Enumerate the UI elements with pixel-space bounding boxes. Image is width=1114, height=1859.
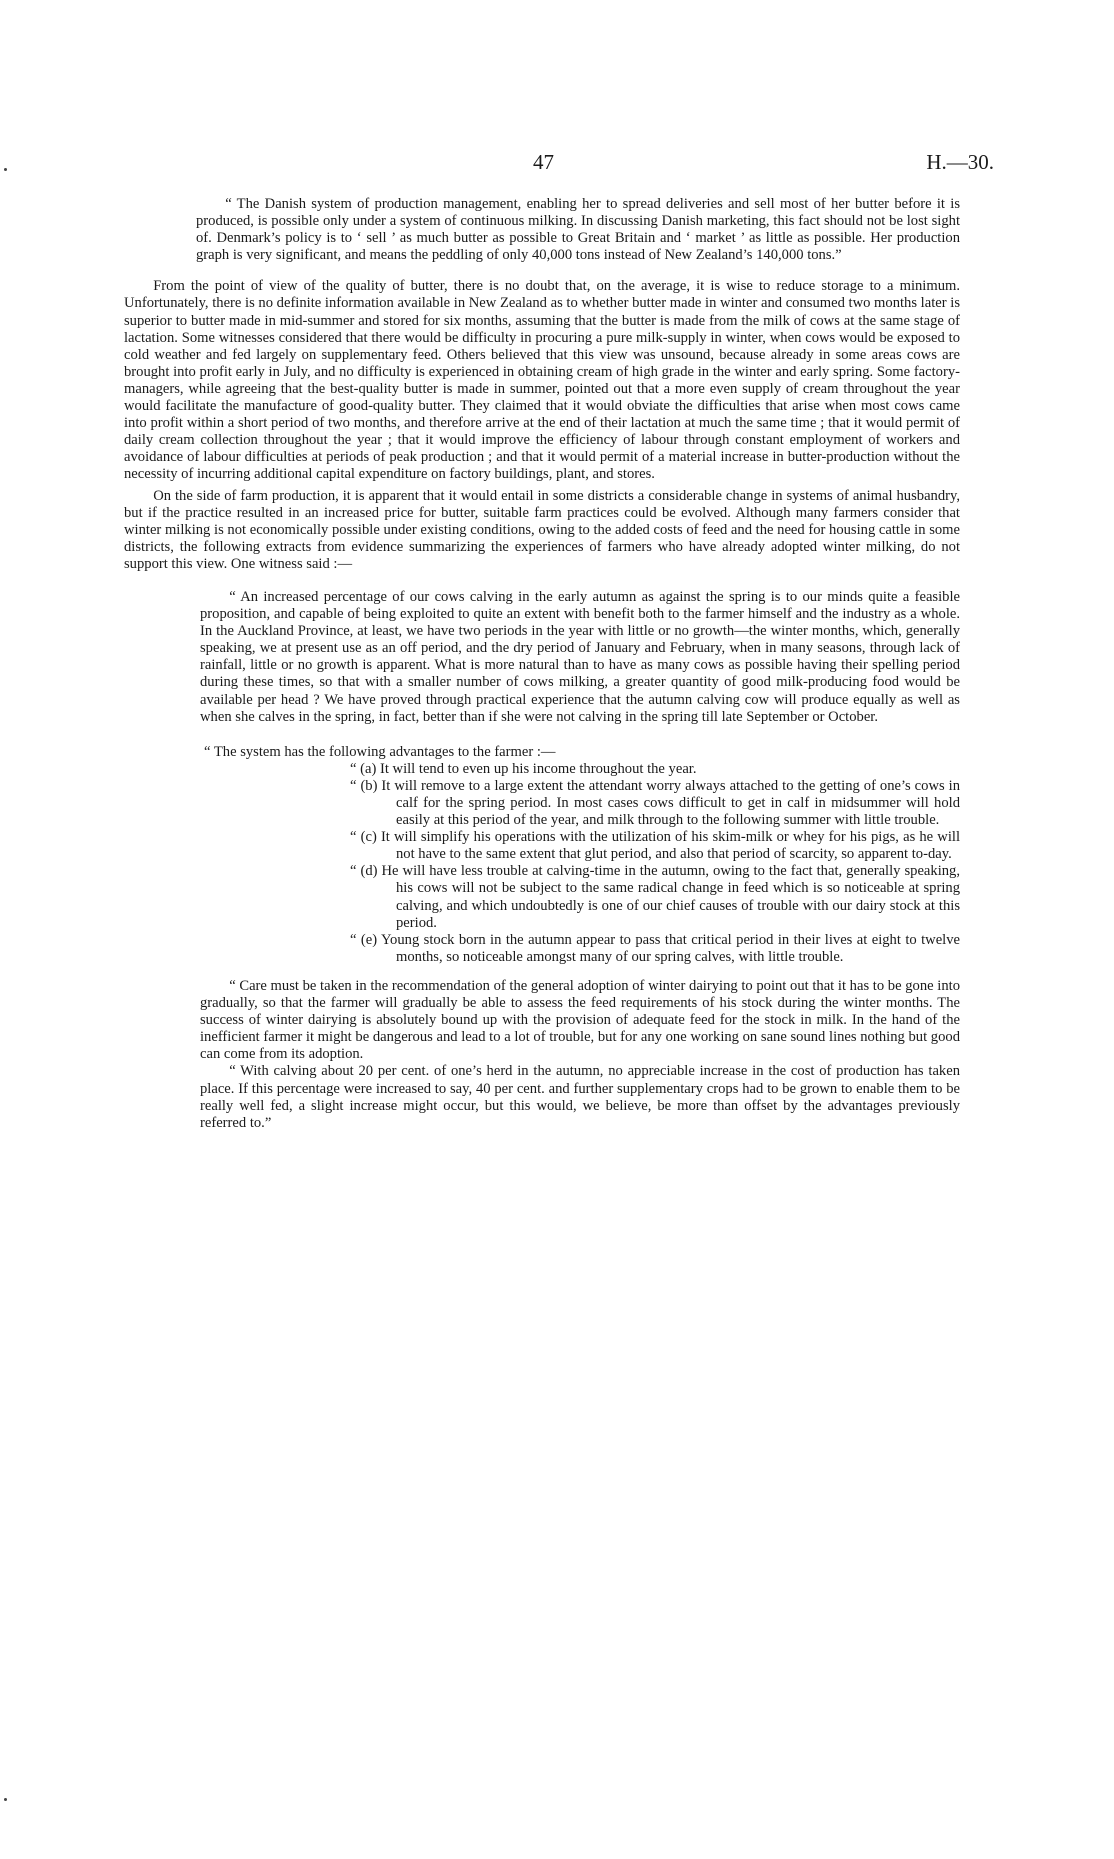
advantages-intro: “ The system has the following advantages to the farmer :—	[204, 743, 556, 760]
advantage-item-d: “ (d) He will have less trouble at calving-time in the autumn, owing to the fact that, generally speaking, his cows will not be subject to the same radical change in feed which is so noticeable at spring calving, and which undoubtedly is one of our chief causes of trouble with our dairy stock at this period.	[350, 863, 960, 931]
paragraph-butter-quality: From the point of view of the quality of butter, there is no doubt that, on the average, it is wise to reduce storage to a minimum. Unfortunately, there is no definite information available in New Zealand as to whether butter made in winter and consumed two months later is superior to butter made in mid-summer and stored for six months, assuming that the butter is made from the milk of cows at the same stage of lactation. Some witnesses considered that there would be difficulty in procuring a pure milk-supply in winter, when cows would be exposed to cold weather and fed largely on supplementary feed. Others believed that this view was unsound, because already in some areas cows are brought into profit early in July, and no difficulty is experienced in obtaining cream of high grade in the winter and early spring. Some factory-managers, while agreeing that the best-quality butter is made in summer, pointed out that a more even supply of cream throughout the year would facilitate the manufacture of good-quality butter. They claimed that it would obviate the difficulties that arise when most cows came into profit within a short period of two months, and therefore arrive at the end of their lactation at much the same time ; that it would permit of daily cream collection throughout the year ; that it would improve the efficiency of labour through constant employment of workers and avoidance of labour difficulties at periods of peak production ; and that it would permit of a material increase in butter-production without the necessity of incurring additional capital expenditure on factory buildings, plant, and stores.	[124, 278, 960, 483]
advantage-item-b: “ (b) It will remove to a large extent the attendant worry always attached to the getting of one’s cows in calf for the spring period. In most cases cows difficult to get in calf in midsummer will hold easily at this period of the year, and milk through to the following summer with little trouble.	[350, 777, 960, 829]
advantage-item-a: “ (a) It will tend to even up his income throughout the year.	[350, 760, 697, 777]
page-number: 47	[533, 150, 554, 174]
body-text	[124, 196, 960, 1132]
quote-danish-system: “ The Danish system of production management, enabling her to spread deliveries and sell most of her butter before it is produced, is possible only under a system of continuous milking. In discussing Danish marketing, this fact should not be lost sight of. Denmark’s policy is to ‘ sell ’ as much butter as possible to Great Britain and ‘ market ’ as little as possible. Her production graph is very significant, and means the peddling of only 40,000 tons instead of New Zealand’s 140,000 tons.”	[196, 196, 960, 264]
advantage-item-c: “ (c) It will simplify his operations with the utilization of his skim-milk or whey for his pigs, as he will not have to the same extent that glut period, and also that period of scarcity, so apparent to-day.	[350, 829, 960, 863]
advantage-item-e: “ (e) Young stock born in the autumn appear to pass that critical period in their lives at eight to twelve months, so noticeable amongst many of our spring calves, with little trouble.	[350, 931, 960, 965]
paragraph-farm-production: On the side of farm production, it is apparent that it would entail in some districts a considerable change in systems of animal husbandry, but if the practice resulted in an increased price for butter, suitable farm practices could be evolved. Although many farmers consider that winter milking is not economically possible under existing conditions, owing to the added costs of feed and the need for housing cattle in some districts, the following extracts from evidence summarizing the experiences of farmers who have already adopted winter milking, do not support this view. One witness said :—	[124, 487, 960, 572]
quote-calving-percentage: “ With calving about 20 per cent. of one’s herd in the autumn, no appreciable increase in the cost of production has taken place. If this percentage were increased to say, 40 per cent. and further supplementary crops had to be grown to enable them to be really well fed, a slight increase might occur, but this would, we believe, be more than offset by the advantages previously referred to.”	[200, 1063, 960, 1131]
quote-care-recommendation: “ Care must be taken in the recommendation of the general adoption of winter dairying to point out that it has to be gone into gradually, so that the farmer will gradually be able to assess the feed requirements of his stock during the winter months. The success of winter dairying is absolutely bound up with the provision of adequate feed for the stock in milk. In the hand of the inefficient farmer it might be dangerous and lead to a lot of trouble, but for any one working on sane sound lines nothing but good can come from its adoption.	[200, 977, 960, 1063]
page-header	[0, 150, 1114, 180]
quote-witness-autumn-calving: “ An increased percentage of our cows calving in the early autumn as against the spring is to our minds quite a feasible proposition, and capable of being exploited to quite an extent with benefit both to the farmer himself and the industry as a whole. In the Auckland Province, at least, we have two periods in the year with little or no growth—the winter months, which, generally speaking, we at present use as an off period, and the dry period of January and February, when in many seasons, through lack of rainfall, little or no growth is apparent. What is more natural than to have as many cows as possible having their spelling period during these times, so that with a smaller number of cows milking, a greater quantity of good milk-producing food would be available per head ? We have proved through practical experience that the autumn calving cow will produce equally as well as when she calves in the spring, in fact, better than if she were not calving in the spring till late September or October.	[200, 588, 960, 725]
scan-edge-mark-bottom	[4, 1798, 7, 1801]
document-reference: H.—30.	[926, 150, 994, 174]
